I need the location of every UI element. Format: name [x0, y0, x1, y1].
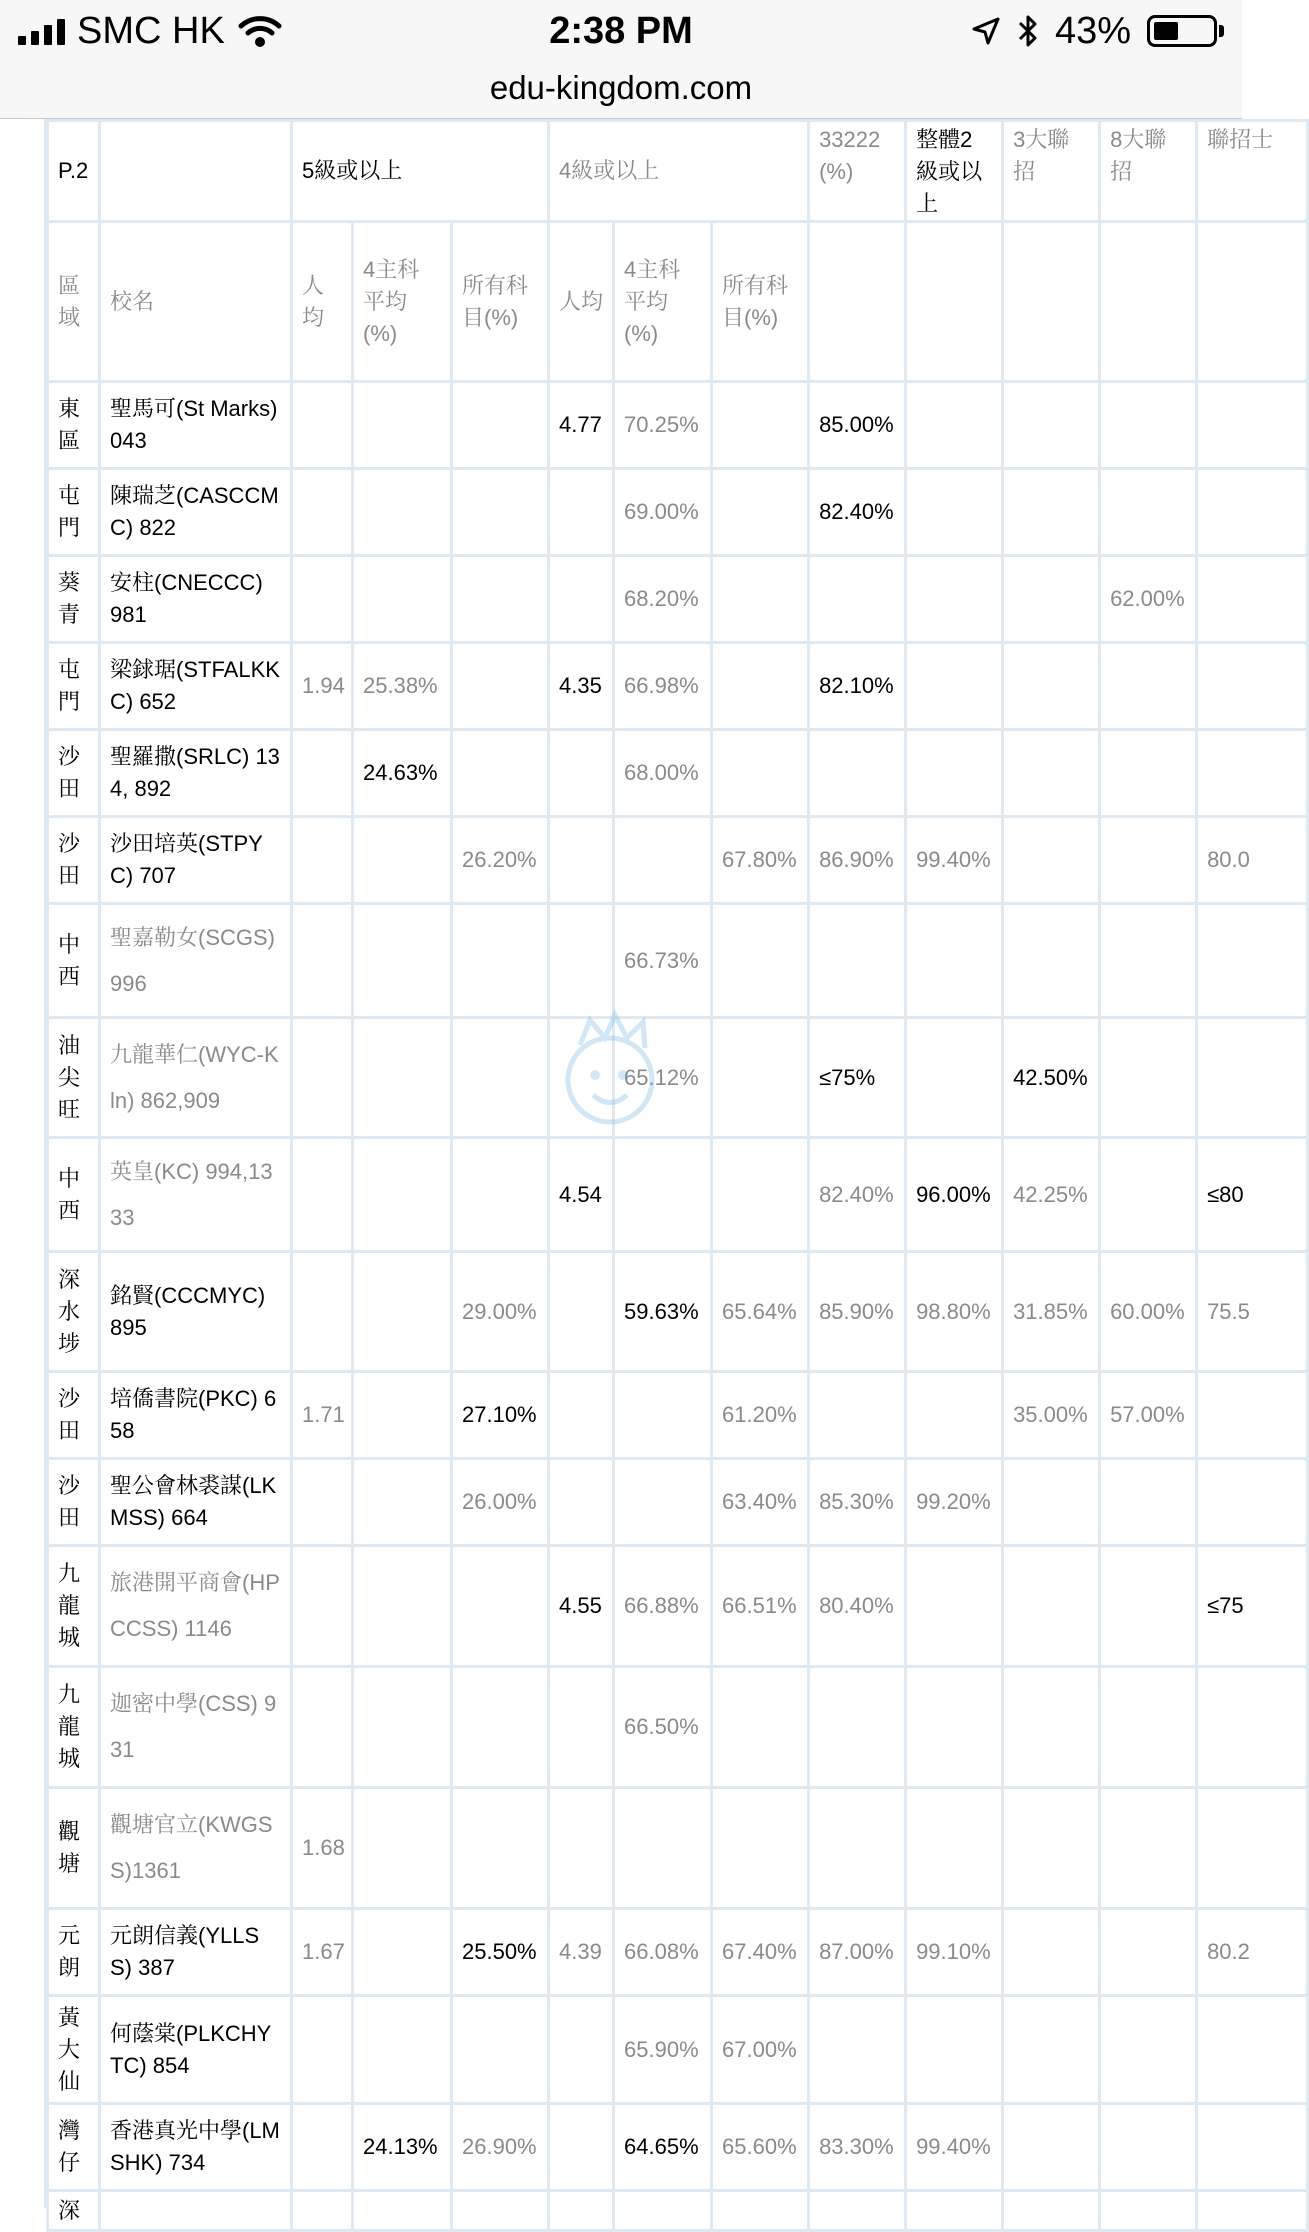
core4-header-b: 4主科平均(%) — [614, 222, 712, 382]
value-cell: 1.94 — [292, 643, 353, 730]
value-cell: 1.68 — [292, 1788, 353, 1909]
value-cell: 66.50% — [614, 1667, 712, 1788]
value-cell — [1100, 1018, 1197, 1138]
school-name-cell: 香港真光中學(LMSHK) 734 — [100, 2104, 292, 2191]
value-cell — [549, 1996, 614, 2104]
value-cell: 64.65% — [614, 2104, 712, 2191]
school-name-cell: 旅港開平商會(HPCCSS) 1146 — [100, 1546, 292, 1667]
school-name-cell: 聖公會林裘謀(LKMSS) 664 — [100, 1459, 292, 1546]
value-cell — [1003, 904, 1100, 1018]
value-cell — [906, 2191, 1003, 2231]
value-cell — [1003, 1996, 1100, 2104]
value-cell: 65.12% — [614, 1018, 712, 1138]
district-header: 區域 — [48, 222, 100, 382]
value-cell — [549, 1667, 614, 1788]
value-cell — [1003, 382, 1100, 469]
table-row — [48, 643, 1308, 730]
value-cell — [712, 643, 809, 730]
value-cell: 1.67 — [292, 1909, 353, 1996]
value-cell: ≤80 — [1197, 1138, 1308, 1252]
value-cell — [1100, 1788, 1197, 1909]
value-cell — [712, 730, 809, 817]
right-status-group — [971, 8, 1224, 54]
value-cell: 24.13% — [353, 2104, 452, 2191]
school-name-cell: 何蔭棠(PLKCHYTC) 854 — [100, 1996, 292, 2104]
school-name-cell: 安柱(CNECCC) 981 — [100, 556, 292, 643]
value-cell: 82.10% — [809, 643, 906, 730]
value-cell: 65.60% — [712, 2104, 809, 2191]
table-row — [48, 1909, 1308, 1996]
table-row — [48, 1788, 1308, 1909]
value-cell — [353, 1372, 452, 1459]
school-name-cell: 聖馬可(St Marks) 043 — [100, 382, 292, 469]
value-cell — [292, 1138, 353, 1252]
value-cell — [809, 1996, 906, 2104]
battery-percent: 43% — [1054, 9, 1131, 52]
value-cell — [292, 1996, 353, 2104]
district-cell: 黃大仙 — [48, 1996, 100, 2104]
value-cell — [353, 382, 452, 469]
value-cell — [292, 1667, 353, 1788]
district-cell: 觀塘 — [48, 1788, 100, 1909]
value-cell — [809, 904, 906, 1018]
value-cell — [809, 1788, 906, 1909]
value-cell — [353, 556, 452, 643]
battery-icon — [1147, 15, 1217, 47]
district-cell: 深 — [48, 2191, 100, 2231]
table-row — [48, 2104, 1308, 2191]
school-name-cell: 培僑書院(PKC) 658 — [100, 1372, 292, 1459]
district-cell: 九龍城 — [48, 1667, 100, 1788]
value-cell — [292, 2191, 353, 2231]
value-cell — [614, 2191, 712, 2231]
value-cell — [549, 817, 614, 904]
value-cell: 4.77 — [549, 382, 614, 469]
value-cell — [292, 382, 353, 469]
value-cell — [452, 2191, 549, 2231]
value-cell — [292, 556, 353, 643]
value-cell — [1100, 730, 1197, 817]
district-cell: 沙田 — [48, 1459, 100, 1546]
value-cell: 66.73% — [614, 904, 712, 1018]
value-cell: 26.20% — [452, 817, 549, 904]
value-cell: 4.54 — [549, 1138, 614, 1252]
value-cell: 82.40% — [809, 1138, 906, 1252]
results-table — [46, 119, 1309, 2232]
value-cell — [1003, 556, 1100, 643]
value-cell — [353, 469, 452, 556]
value-cell: 60.00% — [1100, 1252, 1197, 1372]
value-cell — [614, 817, 712, 904]
value-cell: 82.40% — [809, 469, 906, 556]
district-cell: 元朗 — [48, 1909, 100, 1996]
value-cell — [906, 1788, 1003, 1909]
value-cell — [809, 2191, 906, 2231]
value-cell — [1197, 469, 1308, 556]
value-cell: 67.40% — [712, 1909, 809, 1996]
value-cell: 65.90% — [614, 1996, 712, 2104]
table-row — [48, 1459, 1308, 1546]
value-cell — [353, 1788, 452, 1909]
value-cell: 4.35 — [549, 643, 614, 730]
value-cell — [353, 1252, 452, 1372]
value-cell — [906, 1018, 1003, 1138]
value-cell: 57.00% — [1100, 1372, 1197, 1459]
district-cell: 葵青 — [48, 556, 100, 643]
value-cell — [452, 1996, 549, 2104]
value-cell — [1003, 1788, 1100, 1909]
value-cell — [292, 2104, 353, 2191]
value-cell — [452, 904, 549, 1018]
value-cell — [292, 1252, 353, 1372]
value-cell — [1197, 1018, 1308, 1138]
carrier-name: SMC HK — [77, 9, 225, 52]
value-cell — [353, 817, 452, 904]
table-row — [48, 904, 1308, 1018]
value-cell: 67.80% — [712, 817, 809, 904]
value-cell — [614, 1459, 712, 1546]
value-cell: 68.00% — [614, 730, 712, 817]
district-cell: 油尖旺 — [48, 1018, 100, 1138]
jupas-degree-header: 聯招士 — [1197, 121, 1308, 222]
school-header: 校名 — [100, 222, 292, 382]
school-name-cell: 聖羅撒(SRLC) 134, 892 — [100, 730, 292, 817]
value-cell — [353, 1138, 452, 1252]
value-cell — [353, 1018, 452, 1138]
value-cell — [292, 469, 353, 556]
value-cell — [549, 1459, 614, 1546]
value-cell — [452, 643, 549, 730]
overall-header: 整體2級或以上 — [906, 121, 1003, 222]
value-cell — [353, 1667, 452, 1788]
table-row — [48, 382, 1308, 469]
value-cell — [353, 1996, 452, 2104]
value-cell — [712, 1018, 809, 1138]
school-name-cell: 銘賢(CCCMYC) 895 — [100, 1252, 292, 1372]
value-cell: 99.10% — [906, 1909, 1003, 1996]
value-cell — [353, 1546, 452, 1667]
value-cell: 98.80% — [906, 1252, 1003, 1372]
header-blank — [1003, 222, 1100, 382]
table-row — [48, 1667, 1308, 1788]
value-cell: 99.40% — [906, 817, 1003, 904]
value-cell — [353, 1909, 452, 1996]
value-cell — [906, 1667, 1003, 1788]
value-cell: 80.40% — [809, 1546, 906, 1667]
value-cell — [452, 1546, 549, 1667]
value-cell — [549, 1788, 614, 1909]
header-row-2 — [48, 222, 1308, 382]
value-cell: ≤75% — [809, 1018, 906, 1138]
value-cell — [1197, 1996, 1308, 2104]
district-cell: 屯門 — [48, 643, 100, 730]
value-cell: 70.25% — [614, 382, 712, 469]
value-cell — [452, 1788, 549, 1909]
value-cell — [1197, 1372, 1308, 1459]
header-blank — [1197, 222, 1308, 382]
url-bar[interactable]: edu-kingdom.com — [0, 62, 1242, 119]
value-cell: ≤75 — [1197, 1546, 1308, 1667]
value-cell — [712, 556, 809, 643]
value-cell — [1003, 817, 1100, 904]
value-cell — [549, 1372, 614, 1459]
value-cell: 35.00% — [1003, 1372, 1100, 1459]
bluetooth-icon — [1017, 14, 1039, 48]
value-cell — [1100, 817, 1197, 904]
value-cell — [906, 904, 1003, 1018]
value-cell — [712, 1667, 809, 1788]
value-cell — [906, 469, 1003, 556]
value-cell — [1100, 469, 1197, 556]
value-cell — [353, 2191, 452, 2231]
value-cell — [1003, 1667, 1100, 1788]
value-cell: 85.90% — [809, 1252, 906, 1372]
value-cell — [1197, 382, 1308, 469]
value-cell — [452, 556, 549, 643]
status-bar — [0, 0, 1242, 62]
value-cell: 75.5 — [1197, 1252, 1308, 1372]
value-cell — [1003, 1459, 1100, 1546]
value-cell — [1100, 2191, 1197, 2231]
district-cell: 東區 — [48, 382, 100, 469]
level5-header: 5級或以上 — [292, 121, 549, 222]
value-cell — [452, 730, 549, 817]
value-cell — [1100, 1996, 1197, 2104]
value-cell: 83.30% — [809, 2104, 906, 2191]
value-cell — [549, 1252, 614, 1372]
table-row — [48, 1546, 1308, 1667]
district-cell: 沙田 — [48, 817, 100, 904]
value-cell — [809, 1667, 906, 1788]
value-cell: 99.40% — [906, 2104, 1003, 2191]
value-cell: 27.10% — [452, 1372, 549, 1459]
value-cell — [906, 382, 1003, 469]
table-row — [48, 469, 1308, 556]
value-cell: 68.20% — [614, 556, 712, 643]
value-cell — [1197, 643, 1308, 730]
value-cell — [549, 730, 614, 817]
value-cell: 85.30% — [809, 1459, 906, 1546]
table-row — [48, 1996, 1308, 2104]
value-cell — [353, 904, 452, 1018]
value-cell — [292, 1018, 353, 1138]
value-cell — [1003, 469, 1100, 556]
value-cell — [906, 1996, 1003, 2104]
value-cell — [549, 2104, 614, 2191]
value-cell — [1003, 2191, 1100, 2231]
per-capita-header: 人均 — [292, 222, 353, 382]
school-name-cell: 九龍華仁(WYC-Kln) 862,909 — [100, 1018, 292, 1138]
value-cell — [353, 1459, 452, 1546]
value-cell — [1100, 904, 1197, 1018]
clock: 2:38 PM — [549, 10, 693, 52]
table-row — [48, 556, 1308, 643]
value-cell — [452, 382, 549, 469]
school-name-cell: 觀塘官立(KWGSS)1361 — [100, 1788, 292, 1909]
all-subjects-header-b: 所有科目(%) — [712, 222, 809, 382]
value-cell — [1197, 2191, 1308, 2231]
value-cell — [809, 730, 906, 817]
district-cell: 九龍城 — [48, 1546, 100, 1667]
value-cell: 80.2 — [1197, 1909, 1308, 1996]
value-cell: 42.25% — [1003, 1138, 1100, 1252]
district-cell: 中西 — [48, 904, 100, 1018]
value-cell — [1100, 382, 1197, 469]
value-cell — [1100, 643, 1197, 730]
core4-header: 4主科平均(%) — [353, 222, 452, 382]
value-cell — [1100, 1546, 1197, 1667]
value-cell — [549, 2191, 614, 2231]
value-cell — [906, 1546, 1003, 1667]
value-cell — [452, 469, 549, 556]
value-cell: 63.40% — [712, 1459, 809, 1546]
value-cell — [1197, 1459, 1308, 1546]
table-row — [48, 2191, 1308, 2231]
jupas8-header: 8大聯招 — [1100, 121, 1197, 222]
value-cell: 24.63% — [353, 730, 452, 817]
location-arrow-icon — [971, 16, 1001, 46]
school-name-cell: 聖嘉勒女(SCGS) 996 — [100, 904, 292, 1018]
value-cell — [712, 2191, 809, 2231]
header-blank — [1100, 222, 1197, 382]
value-cell — [1197, 556, 1308, 643]
value-cell: 66.51% — [712, 1546, 809, 1667]
school-name-cell: 迦密中學(CSS) 931 — [100, 1667, 292, 1788]
value-cell — [614, 1788, 712, 1909]
level4-header: 4級或以上 — [549, 121, 809, 222]
value-cell: 29.00% — [452, 1252, 549, 1372]
value-cell — [292, 817, 353, 904]
value-cell — [906, 730, 1003, 817]
value-cell: 61.20% — [712, 1372, 809, 1459]
per-capita-header-b: 人均 — [549, 222, 614, 382]
value-cell — [1100, 1909, 1197, 1996]
school-name-cell — [100, 2191, 292, 2231]
grade-label: P.2 — [48, 121, 100, 222]
value-cell — [712, 382, 809, 469]
value-cell: 85.00% — [809, 382, 906, 469]
value-cell — [906, 643, 1003, 730]
district-cell: 沙田 — [48, 730, 100, 817]
value-cell — [809, 556, 906, 643]
value-cell: 4.55 — [549, 1546, 614, 1667]
value-cell — [1100, 1667, 1197, 1788]
value-cell — [452, 1667, 549, 1788]
value-cell — [292, 1459, 353, 1546]
value-cell: 86.90% — [809, 817, 906, 904]
value-cell — [1197, 904, 1308, 1018]
district-cell: 深水埗 — [48, 1252, 100, 1372]
value-cell — [1197, 1788, 1308, 1909]
value-cell — [1100, 2104, 1197, 2191]
value-cell: 69.00% — [614, 469, 712, 556]
value-cell: 66.08% — [614, 1909, 712, 1996]
value-cell: 65.64% — [712, 1252, 809, 1372]
value-cell — [1003, 730, 1100, 817]
value-cell — [549, 904, 614, 1018]
edu-kingdom-logo-icon — [555, 1010, 685, 1160]
value-cell — [1003, 2104, 1100, 2191]
value-cell: 42.50% — [1003, 1018, 1100, 1138]
value-cell: 62.00% — [1100, 556, 1197, 643]
value-cell — [1003, 643, 1100, 730]
value-cell — [1100, 1138, 1197, 1252]
value-cell — [452, 1138, 549, 1252]
value-cell: 4.39 — [549, 1909, 614, 1996]
school-name-cell: 陳瑞芝(CASCCMC) 822 — [100, 469, 292, 556]
jupas3-header: 3大聯招 — [1003, 121, 1100, 222]
value-cell: 31.85% — [1003, 1252, 1100, 1372]
district-cell: 中西 — [48, 1138, 100, 1252]
header-row-1 — [48, 121, 1308, 222]
value-cell — [1100, 1459, 1197, 1546]
value-cell — [452, 1018, 549, 1138]
c33222-header: 33222 (%) — [809, 121, 906, 222]
district-cell: 沙田 — [48, 1372, 100, 1459]
table-row — [48, 730, 1308, 817]
value-cell — [549, 469, 614, 556]
value-cell — [1003, 1909, 1100, 1996]
header-blank — [809, 222, 906, 382]
value-cell — [712, 469, 809, 556]
value-cell — [712, 904, 809, 1018]
table-row — [48, 1372, 1308, 1459]
value-cell — [292, 730, 353, 817]
value-cell: 99.20% — [906, 1459, 1003, 1546]
school-name-cell: 沙田培英(STPYC) 707 — [100, 817, 292, 904]
value-cell — [906, 1372, 1003, 1459]
value-cell: 26.00% — [452, 1459, 549, 1546]
school-name-cell: 元朗信義(YLLSS) 387 — [100, 1909, 292, 1996]
value-cell — [809, 1372, 906, 1459]
value-cell: 25.50% — [452, 1909, 549, 1996]
district-cell: 屯門 — [48, 469, 100, 556]
value-cell — [549, 556, 614, 643]
table-row — [48, 817, 1308, 904]
value-cell: 80.0 — [1197, 817, 1308, 904]
value-cell — [1003, 1546, 1100, 1667]
value-cell: 26.90% — [452, 2104, 549, 2191]
value-cell: 66.88% — [614, 1546, 712, 1667]
value-cell — [292, 1546, 353, 1667]
value-cell: 25.38% — [353, 643, 452, 730]
value-cell — [1197, 730, 1308, 817]
header-blank — [100, 121, 292, 222]
value-cell — [712, 1138, 809, 1252]
header-blank — [906, 222, 1003, 382]
value-cell — [1197, 2104, 1308, 2191]
value-cell — [1197, 1667, 1308, 1788]
value-cell — [906, 556, 1003, 643]
table-row — [48, 1252, 1308, 1372]
school-name-cell: 梁銶琚(STFALKKC) 652 — [100, 643, 292, 730]
value-cell: 96.00% — [906, 1138, 1003, 1252]
value-cell: 67.00% — [712, 1996, 809, 2104]
district-cell: 灣仔 — [48, 2104, 100, 2191]
value-cell — [712, 1788, 809, 1909]
school-name-cell: 英皇(KC) 994,1333 — [100, 1138, 292, 1252]
value-cell: 66.98% — [614, 643, 712, 730]
all-subjects-header: 所有科目(%) — [452, 222, 549, 382]
table-body — [48, 382, 1308, 2231]
value-cell: 59.63% — [614, 1252, 712, 1372]
value-cell: 1.71 — [292, 1372, 353, 1459]
value-cell — [614, 1372, 712, 1459]
value-cell — [292, 904, 353, 1018]
value-cell: 87.00% — [809, 1909, 906, 1996]
